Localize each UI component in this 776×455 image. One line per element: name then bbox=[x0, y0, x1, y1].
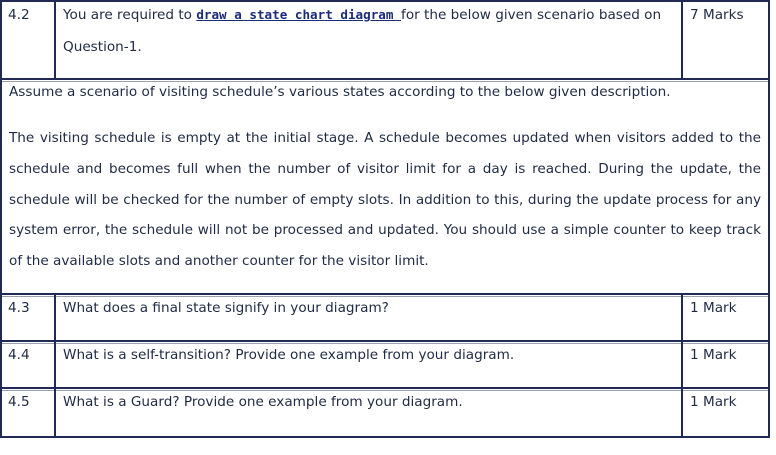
question-text: What is a Guard? Provide one example from your diagram. bbox=[63, 394, 463, 410]
table-border bbox=[2, 387, 768, 389]
table-border bbox=[2, 296, 768, 297]
table-border bbox=[0, 0, 770, 2]
table-border bbox=[2, 340, 768, 342]
scenario-line: The visiting schedule is empty at the initial stage. A schedule becomes updated when visitors added to the bbox=[9, 130, 761, 146]
question-text-start: You are required to bbox=[63, 7, 197, 23]
question-text: What does a final state signify in your diagram? bbox=[63, 300, 389, 316]
table-border bbox=[54, 2, 56, 78]
table-border bbox=[54, 295, 56, 438]
scenario-intro: Assume a scenario of visiting schedule’s various states according to the below given description. bbox=[9, 84, 671, 100]
table-border bbox=[0, 0, 2, 438]
table-border bbox=[681, 295, 683, 438]
draw-state-chart-link[interactable]: draw a state chart diagram bbox=[196, 7, 402, 22]
marks-label: 1 Mark bbox=[690, 300, 737, 316]
scenario-line: schedule and becomes full when the number of visitor limit for a day is reached. During the update, the bbox=[9, 161, 761, 177]
table-border bbox=[2, 293, 768, 295]
question-number: 4.4 bbox=[8, 347, 30, 363]
question-number: 4.3 bbox=[8, 300, 30, 316]
question-text-line2: Question-1. bbox=[63, 39, 142, 55]
marks-label: 1 Mark bbox=[690, 347, 737, 363]
question-text-end: for the below given scenario based on bbox=[401, 7, 662, 23]
table-border bbox=[2, 343, 768, 344]
marks-label: 1 Mark bbox=[690, 394, 737, 410]
scenario-line: of the available slots and another counter for the visitor limit. bbox=[9, 253, 429, 269]
table-border bbox=[2, 390, 768, 391]
scenario-line: system error, the schedule will not be processed and updated. You should use a simple counter to keep track bbox=[9, 222, 761, 238]
table-border bbox=[0, 436, 770, 438]
question-number: 4.5 bbox=[8, 394, 30, 410]
scenario-line: schedule will be checked for the number of empty slots. In addition to this, during the update process for any bbox=[9, 192, 761, 208]
question-number: 4.2 bbox=[8, 7, 30, 23]
table-border bbox=[2, 78, 768, 80]
table-border bbox=[768, 0, 770, 438]
table-border bbox=[2, 81, 768, 82]
table-border bbox=[681, 2, 683, 78]
question-text: What is a self-transition? Provide one example from your diagram. bbox=[63, 347, 515, 363]
marks-label: 7 Marks bbox=[690, 7, 744, 23]
question-text bbox=[63, 7, 661, 23]
